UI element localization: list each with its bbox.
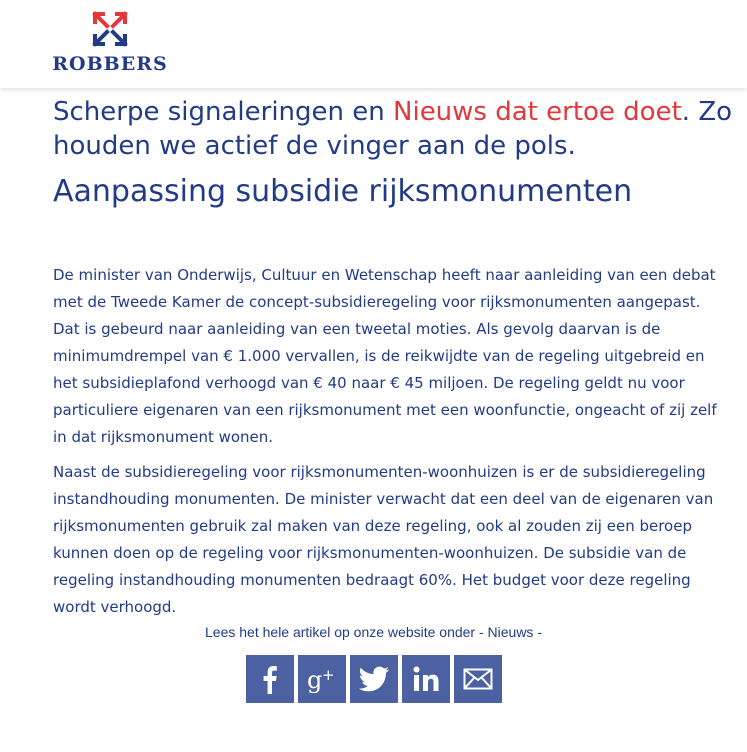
tagline bbox=[53, 95, 743, 163]
article-paragraph: De minister van Onderwijs, Cultuur en Wetenschap heeft naar aanleiding van een debat met de Tweede Kamer de concept-subsidieregeling voor rijksmonumenten aangepast. Dat is gebeurd naar aanleiding van een tweetal moties. Als gevolg daarvan is de minimumdrempel van € 1.000 vervallen, is de reikwijdte van de regeling uitgebreid en het subsidieplafond verhoogd van € 40 naar € 45 miljoen. De regeling geldt nu voor particuliere eigenaren van een rijksmonument met een woonfunctie, ongeacht of zij zelf in dat rijksmonument wonen. bbox=[53, 266, 717, 446]
article-body bbox=[53, 262, 723, 629]
share-facebook-button[interactable] bbox=[246, 655, 294, 703]
logo-arrows-icon bbox=[89, 10, 131, 50]
share-twitter-button[interactable] bbox=[350, 655, 398, 703]
tagline-part1: Scherpe signaleringen en bbox=[53, 97, 394, 127]
mail-icon bbox=[463, 668, 493, 690]
tagline-part2: . Zo houden we actief de vinger aan de pols. bbox=[53, 97, 733, 161]
facebook-icon bbox=[257, 664, 283, 694]
read-more-text[interactable]: Lees het hele artikel op onze website onder - Nieuws - bbox=[205, 624, 542, 640]
linkedin-icon bbox=[412, 665, 440, 693]
share-google-plus-button[interactable] bbox=[298, 655, 346, 703]
main-content bbox=[53, 95, 743, 211]
svg-text:+: + bbox=[322, 666, 335, 684]
header bbox=[0, 0, 747, 88]
logo-wordmark: ROBBERS bbox=[52, 53, 168, 75]
svg-text:g: g bbox=[307, 666, 323, 693]
robbers-logo[interactable] bbox=[52, 10, 168, 76]
share-mail-button[interactable] bbox=[454, 655, 502, 703]
article-paragraph: Naast de subsidieregeling voor rijksmonumenten-woonhuizen is er de subsidieregeling instandhouding monumenten. De minister verwacht dat een deel van de eigenaren van rijksmonumenten gebruik zal maken van deze regeling, ook al zouden zij een beroep kunnen doen op de regeling voor rijksmonumenten-woonhuizen. De subsidie van de regeling instandhouding monumenten bedraagt 60%. Het budget voor deze regeling wordt verhoogd. bbox=[53, 463, 714, 616]
share-bar bbox=[246, 655, 506, 703]
google-plus-icon bbox=[305, 665, 339, 693]
article-title: Aanpassing subsidie rijksmonumenten bbox=[53, 174, 633, 209]
share-linkedin-button[interactable] bbox=[402, 655, 450, 703]
twitter-icon bbox=[358, 665, 390, 693]
tagline-highlight: Nieuws dat ertoe doet bbox=[393, 97, 682, 127]
